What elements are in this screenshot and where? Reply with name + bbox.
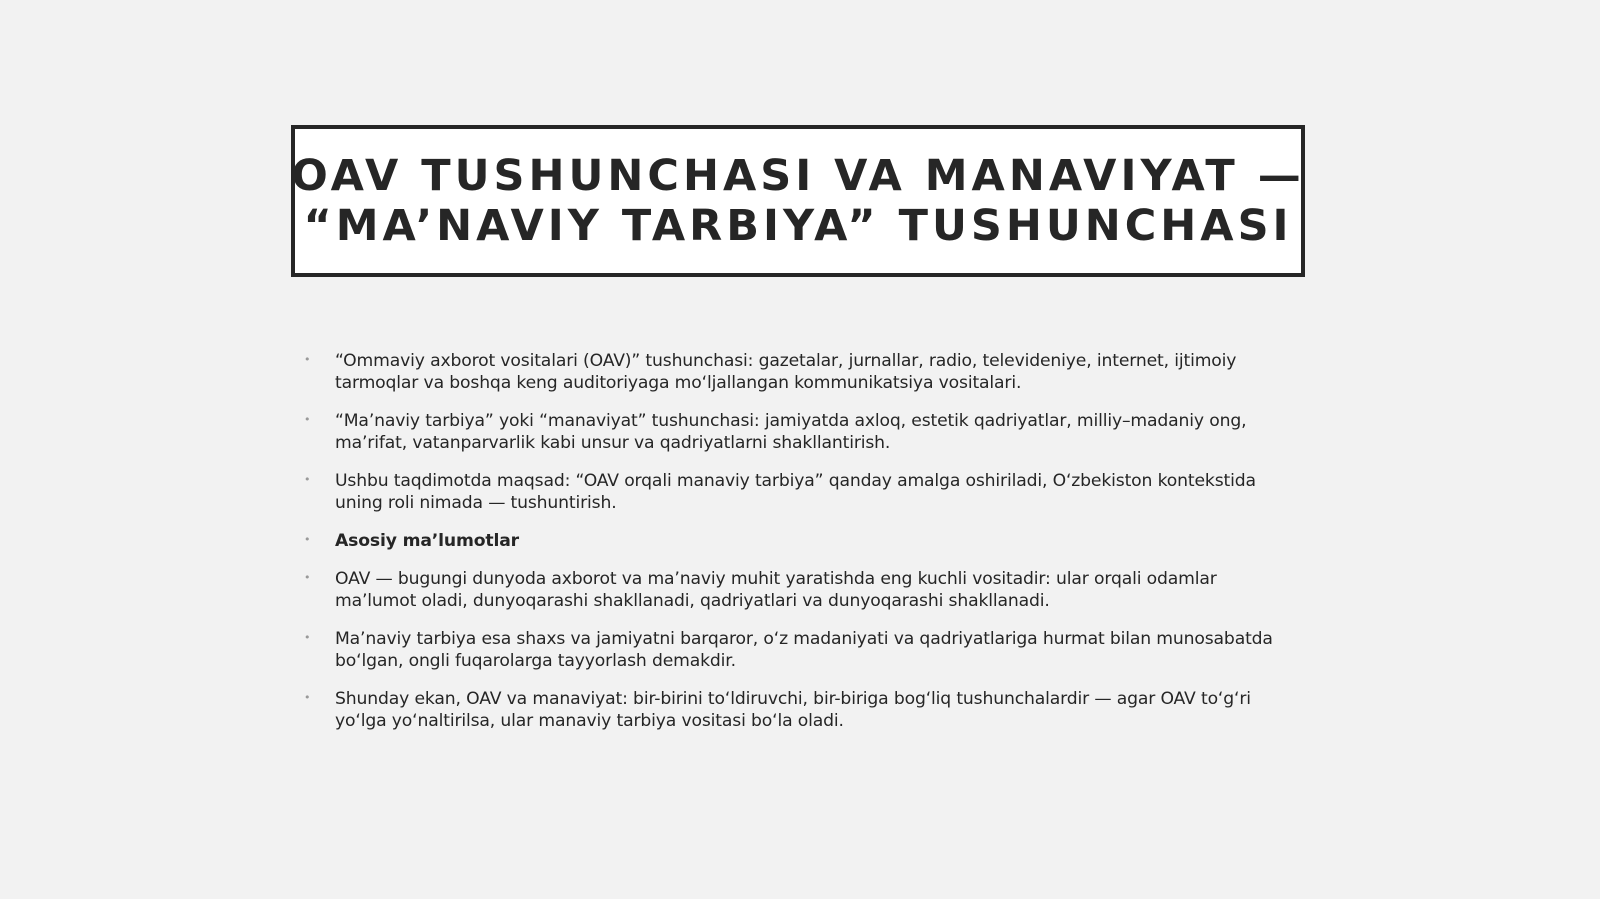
slide-title-box [291, 125, 1305, 277]
slide-title-line-2: “MA’NAVIY TARBIYA” TUSHUNCHASI [303, 201, 1293, 251]
slide-title-line-1: OAV TUSHUNCHASI VA MANAVIYAT — [291, 151, 1305, 201]
bullet-icon: • [304, 691, 311, 704]
bullet-icon: • [304, 571, 311, 584]
bullet-text: “Ommaviy axborot vositalari (OAV)” tushunchasi: gazetalar, jurnallar, radio, televideniye, internet, ijtimoiy tarmoqlar va boshqa keng auditoriyaga mo‘ljallangan kommunikatsiya vositalari. [335, 351, 1237, 393]
bullet-item-oav-definition [300, 350, 1280, 394]
bullet-item-maqsad [300, 470, 1280, 514]
bullet-text: Ma’naviy tarbiya esa shaxs va jamiyatni barqaror, o‘z madaniyati va qadriyatlariga hurmat bilan munosabatda bo‘lgan, ongli fuqarolarga tayyorlash demakdir. [335, 629, 1273, 671]
bullet-item-conclusion [300, 688, 1280, 732]
bullet-list [300, 350, 1280, 748]
bullet-text: Shunday ekan, OAV va manaviyat: bir-birini to‘ldiruvchi, bir-biriga bog‘liq tushunchalardir — agar OAV to‘g‘ri yo‘lga yo‘naltirilsa, ular manaviy tarbiya vositasi bo‘la oladi. [335, 689, 1251, 731]
bullet-item-oav-role [300, 568, 1280, 612]
bullet-item-manaviy-tarbiya [300, 410, 1280, 454]
bullet-icon: • [304, 631, 311, 644]
bullet-icon: • [304, 353, 311, 366]
bullet-icon: • [304, 473, 311, 486]
bullet-item-heading [300, 530, 1280, 552]
bullet-text: Ushbu taqdimotda maqsad: “OAV orqali manaviy tarbiya” qanday amalga oshiriladi, O‘zbekiston kontekstida uning roli nimada — tushuntirish. [335, 471, 1256, 513]
bullet-text: OAV — bugungi dunyoda axborot va ma’naviy muhit yaratishda eng kuchli vositadir: ular orqali odamlar ma’lumot oladi, dunyoqarashi shakllanadi, qadriyatlari va dunyoqarashi shakllanadi. [335, 569, 1217, 611]
bullet-icon: • [304, 413, 311, 426]
bullet-item-tarbiya-meaning [300, 628, 1280, 672]
bullet-icon: • [304, 533, 311, 546]
bullet-text: Asosiy ma’lumotlar [335, 531, 520, 551]
bullet-text: “Ma’naviy tarbiya” yoki “manaviyat” tushunchasi: jamiyatda axloq, estetik qadriyatlar, milliy–madaniy ong, ma’rifat, vatanparvarlik kabi unsur va qadriyatlarni shakllantirish. [335, 411, 1247, 453]
